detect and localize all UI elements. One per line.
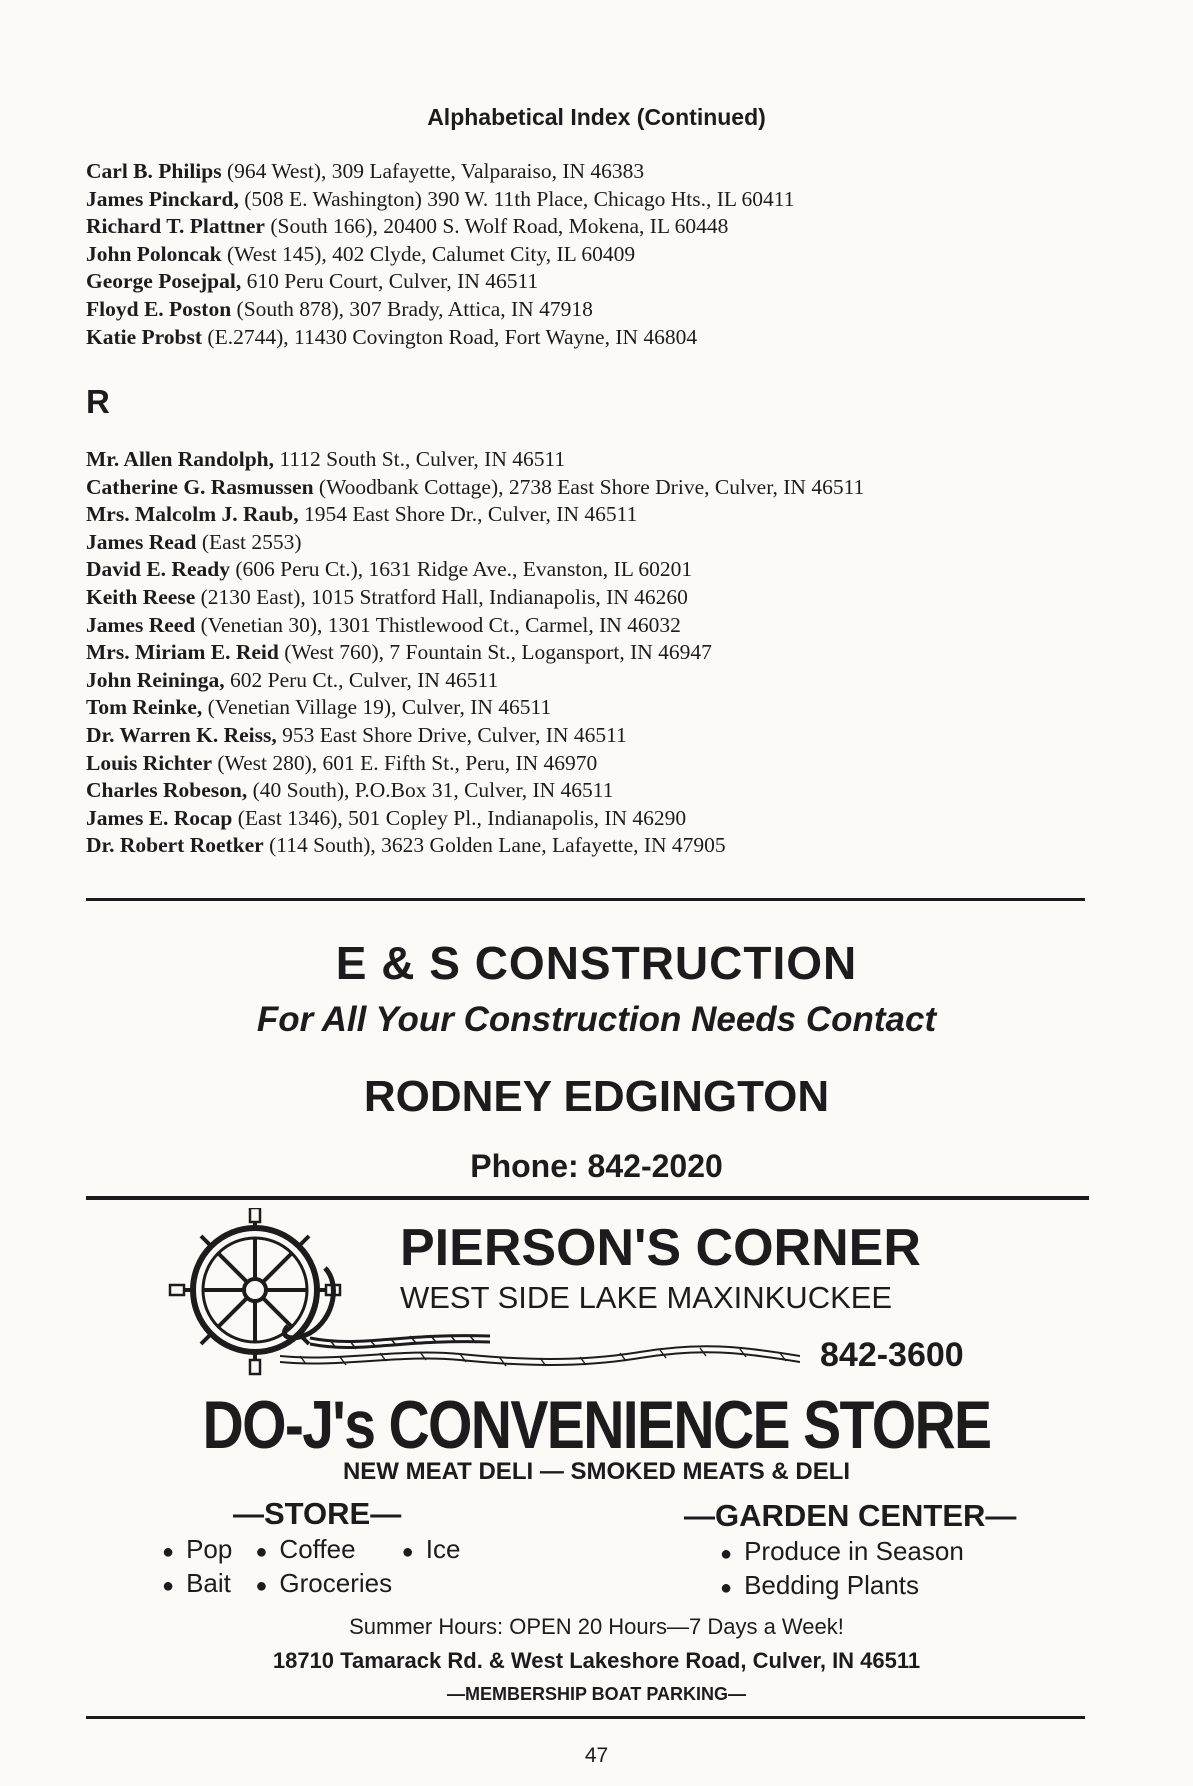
es-construction-tagline: For All Your Construction Needs Contact bbox=[256, 1000, 937, 1039]
page-number: 47 bbox=[584, 1744, 609, 1767]
list-item: John Reininga, 602 Peru Ct., Culver, IN 46511 bbox=[86, 667, 499, 692]
store-item: Bait bbox=[186, 1568, 231, 1598]
deli-line: NEW MEAT DELI — SMOKED MEATS & DELI bbox=[342, 1458, 851, 1485]
store-item: Coffee bbox=[279, 1534, 356, 1564]
p-entries-list bbox=[86, 158, 1166, 351]
garden-heading: —GARDEN CENTER— bbox=[684, 1498, 1017, 1533]
store-hours: Summer Hours: OPEN 20 Hours—7 Days a Week! bbox=[349, 1614, 844, 1639]
divider bbox=[86, 1196, 1089, 1200]
list-item: Richard T. Plattner (South 166), 20400 S. Wolf Road, Mokena, IL 60448 bbox=[86, 214, 729, 239]
list-item: Floyd E. Poston (South 878), 307 Brady, Attica, IN 47918 bbox=[86, 296, 593, 321]
es-construction-phone: Phone: 842-2020 bbox=[470, 1148, 723, 1184]
list-item: James Reed (Venetian 30), 1301 Thistlewood Ct., Carmel, IN 46032 bbox=[86, 612, 681, 637]
index-heading: Alphabetical Index (Continued) bbox=[427, 104, 766, 130]
list-item: James E. Rocap (East 1346), 501 Copley Pl., Indianapolis, IN 46290 bbox=[86, 805, 687, 830]
r-entries-list bbox=[86, 446, 1166, 860]
list-item: James Read (East 2553) bbox=[86, 529, 302, 554]
store-item: Groceries bbox=[279, 1568, 393, 1598]
rope-line bbox=[280, 1342, 800, 1372]
garden-items: ● Produce in Season ● Bedding Plants bbox=[720, 1536, 964, 1600]
divider bbox=[86, 898, 1085, 901]
list-item: Catherine G. Rasmussen (Woodbank Cottage), 2738 East Shore Drive, Culver, IN 46511 bbox=[86, 474, 865, 499]
list-item: John Poloncak (West 145), 402 Clyde, Calumet City, IL 60409 bbox=[86, 241, 636, 266]
list-item: David E. Ready (606 Peru Ct.), 1631 Ridge Ave., Evanston, IL 60201 bbox=[86, 557, 693, 582]
list-item: Louis Richter (West 280), 601 E. Fifth St., Peru, IN 46970 bbox=[86, 750, 598, 775]
list-item: Dr. Robert Roetker (114 South), 3623 Golden Lane, Lafayette, IN 47905 bbox=[86, 833, 726, 858]
list-item: Carl B. Philips (964 West), 309 Lafayette, Valparaiso, IN 46383 bbox=[86, 159, 645, 183]
list-item: George Posejpal, 610 Peru Court, Culver, IN 46511 bbox=[86, 269, 539, 294]
store-item: Ice bbox=[425, 1534, 461, 1564]
list-item: Keith Reese (2130 East), 1015 Stratford Hall, Indianapolis, IN 46260 bbox=[86, 584, 688, 609]
store-name: DO-J's CONVENIENCE STORE bbox=[202, 1387, 991, 1463]
section-letter-r: R bbox=[86, 383, 110, 420]
list-item: Mrs. Miriam E. Reid (West 760), 7 Fountain St., Logansport, IN 46947 bbox=[86, 640, 712, 665]
store-heading: —STORE— bbox=[233, 1496, 402, 1531]
list-item: Mrs. Malcolm J. Raub, 1954 East Shore Dr., Culver, IN 46511 bbox=[86, 502, 638, 527]
pierson-subtitle: WEST SIDE LAKE MAXINKUCKEE bbox=[400, 1280, 893, 1315]
list-item: James Pinckard, (508 E. Washington) 390 W. 11th Place, Chicago Hts., IL 60411 bbox=[86, 186, 795, 211]
garden-item: Produce in Season bbox=[744, 1536, 964, 1566]
boat-parking: —MEMBERSHIP BOAT PARKING— bbox=[446, 1684, 746, 1704]
store-items: ● Pop ● Coffee ● Ice ● Bait ● Groceries bbox=[162, 1534, 461, 1598]
list-item: Katie Probst (E.2744), 11430 Covington Road, Fort Wayne, IN 46804 bbox=[86, 324, 698, 349]
store-address: 18710 Tamarack Rd. & West Lakeshore Road, Culver, IN 46511 bbox=[272, 1648, 921, 1673]
pierson-title: PIERSON'S CORNER bbox=[400, 1219, 921, 1277]
list-item: Charles Robeson, (40 South), P.O.Box 31, Culver, IN 46511 bbox=[86, 778, 614, 803]
list-item: Dr. Warren K. Reiss, 953 East Shore Drive, Culver, IN 46511 bbox=[86, 722, 627, 747]
es-construction-contact: RODNEY EDGINGTON bbox=[363, 1072, 830, 1121]
es-construction-title: E & S CONSTRUCTION bbox=[335, 937, 858, 989]
list-item: Mr. Allen Randolph, 1112 South St., Culver, IN 46511 bbox=[86, 447, 566, 471]
divider bbox=[86, 1716, 1085, 1719]
list-item: Tom Reinke, (Venetian Village 19), Culver, IN 46511 bbox=[86, 695, 552, 720]
pierson-phone: 842-3600 bbox=[820, 1336, 964, 1374]
garden-item: Bedding Plants bbox=[744, 1570, 919, 1600]
store-item: Pop bbox=[186, 1534, 233, 1564]
